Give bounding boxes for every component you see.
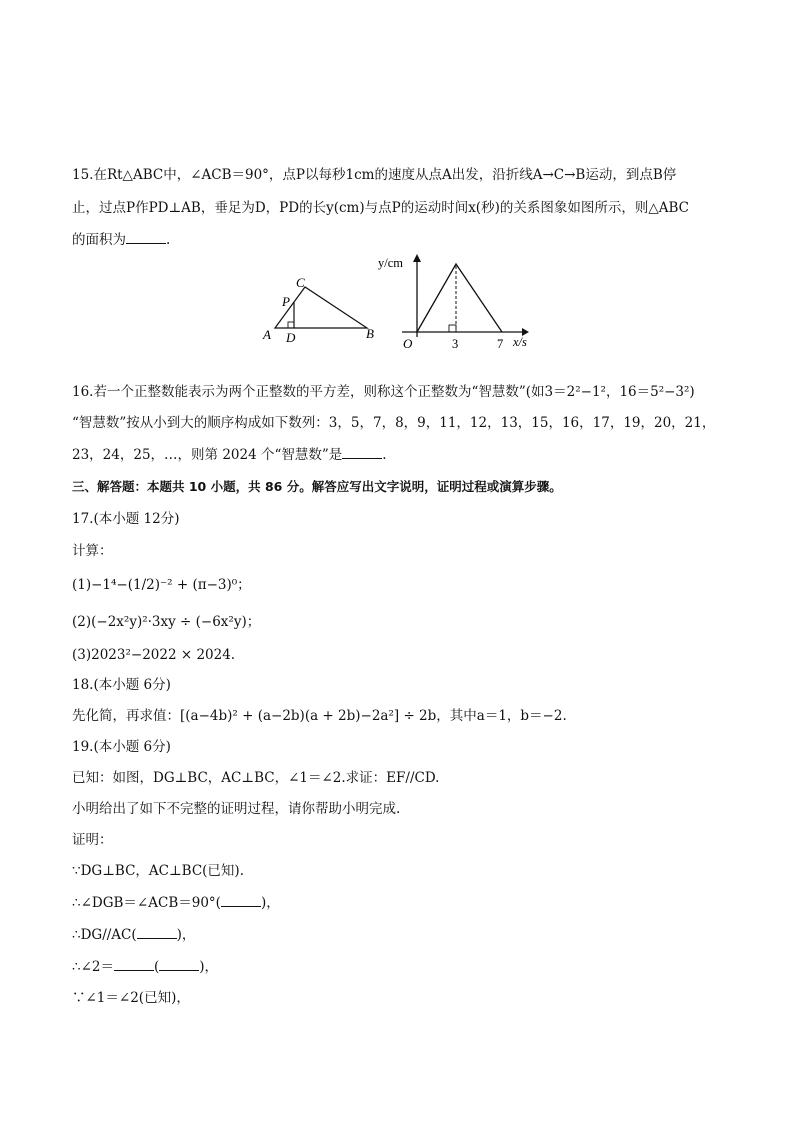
q18-title: 18.(本小题 6分) <box>72 677 171 693</box>
answer-blank <box>126 231 166 244</box>
section-heading: 三、解答题：本题共 10 小题，共 86 分。解答应写出文字说明，证明过程或演算步骤。 <box>72 479 562 494</box>
label-p: P <box>282 294 290 309</box>
proof-step-3-end: )， <box>176 927 196 943</box>
q19-note: 小明给出了如下不完整的证明过程，请你帮助小明完成. <box>72 801 401 817</box>
proof-step-4-text: ∴∠2＝ <box>72 959 114 975</box>
q16-line3 <box>72 446 387 464</box>
q15-line3-end: . <box>166 232 171 248</box>
y-axis-label: y/cm <box>378 256 403 270</box>
q15-line3 <box>72 231 170 249</box>
label-c: C <box>296 275 305 290</box>
tick-7-label: 7 <box>497 337 504 351</box>
label-b: B <box>366 326 374 341</box>
label-d: D <box>286 330 296 345</box>
graph-line <box>417 264 502 332</box>
q17-part1: (1)−1⁴−(1/2)⁻² + (π−3)⁰； <box>72 577 251 593</box>
proof-step-4-end: )， <box>199 959 219 975</box>
proof-label: 证明： <box>72 832 113 848</box>
right-angle-mark <box>449 325 456 332</box>
triangle-figure <box>255 272 380 347</box>
q15-line3-text: 的面积为 <box>72 232 126 248</box>
q16-line3-text: 23，24，25，…，则第 2024 个“智慧数”是 <box>72 447 343 463</box>
q17-part2: (2)(−2x²y)²·3xy ÷ (−6x²y)； <box>72 614 261 630</box>
proof-step-4 <box>72 958 218 976</box>
graph-figure <box>372 252 542 352</box>
q19-given: 已知：如图，DG⊥BC，AC⊥BC，∠1＝∠2.求证：EF//CD. <box>72 770 440 786</box>
label-a: A <box>263 327 271 342</box>
proof-step-2 <box>72 894 280 912</box>
q18-text: 先化简，再求值：[(a−4b)² + (a−2b)(a + 2b)−2a²] ÷ 2b，其中a＝1，b＝−2. <box>72 708 567 724</box>
proof-step-3 <box>72 926 195 944</box>
q15-line1: 15.在Rt△ABC中，∠ACB＝90°，点P以每秒1cm的速度从点A出发，沿折线A→C→B运动，到点B停 <box>72 167 677 183</box>
proof-step-4-paren: ( <box>154 959 160 975</box>
q16-line2: “智慧数”按从小到大的顺序构成如下数列：3，5，7，8，9，11，12，13，15，16，17，19，20，21， <box>72 415 716 431</box>
q17-part3: (3)2023²−2022 × 2024. <box>72 647 236 663</box>
tick-3-label: 3 <box>452 337 459 351</box>
x-axis-label: x/s <box>513 335 527 349</box>
right-angle-mark <box>288 322 294 328</box>
proof-step-3-text: ∴DG//AC( <box>72 927 137 943</box>
y-axis-arrow <box>413 254 421 262</box>
q15-line2: 止，过点P作PD⊥AB，垂足为D，PD的长y(cm)与点P的运动时间x(秒)的关系图象如图所示，则△ABC <box>72 200 689 216</box>
proof-step-2-text: ∴∠DGB＝∠ACB＝90°( <box>72 895 221 911</box>
reason-blank <box>159 958 199 971</box>
q17-intro: 计算： <box>72 543 113 559</box>
proof-step-2-end: )， <box>260 895 280 911</box>
reason-blank <box>137 926 177 939</box>
origin-label: O <box>403 336 413 351</box>
q19-title: 19.(本小题 6分) <box>72 739 171 755</box>
answer-blank <box>342 446 382 459</box>
reason-blank <box>221 894 261 907</box>
proof-step-1: ∵DG⊥BC，AC⊥BC(已知). <box>72 863 244 879</box>
q17-title: 17.(本小题 12分) <box>72 511 180 527</box>
angle-blank <box>114 958 154 971</box>
proof-step-5: ∵∠1＝∠2(已知)， <box>72 990 190 1006</box>
q16-line1: 16.若一个正整数能表示为两个正整数的平方差，则称这个正整数为“智慧数”(如3＝2²−1²，16＝5²−3²) <box>72 384 695 400</box>
q16-line3-end: . <box>382 447 387 463</box>
